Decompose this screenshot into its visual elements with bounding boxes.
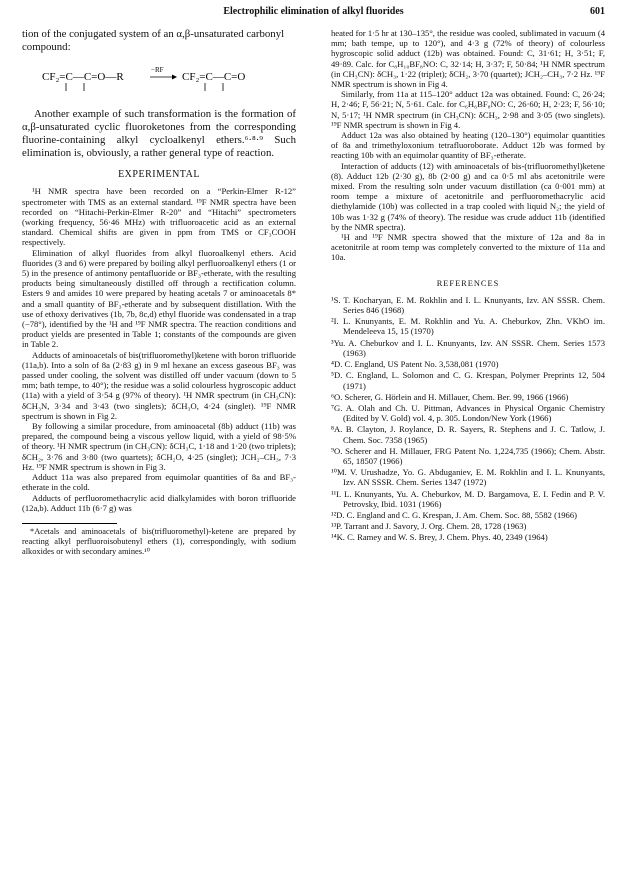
scheme-arrow-label: −RF [151, 66, 164, 74]
page-number: 601 [590, 6, 605, 17]
reference-item: ¹¹I. L. Knunyants, Yu. A. Cheburkov, M. D. Bargamova, E. I. Fedin and P. V. Petrovsky, Ibid. 1031 (1966) [331, 488, 605, 509]
paragraph-adduct-12a: Adduct 12a was also obtained by heating (120–130°) equimolar quantities of 8a and trimethyloxonium tetrafluoroborate. Adduct 12b was formed by reacting 10b with an equimolar quantity of BF₃-etherate. [331, 130, 605, 161]
section-heading-experimental: EXPERIMENTAL [118, 169, 200, 181]
footnote: *Acetals and aminoacetals of bis(trifluoromethyl)-ketene are prepared by reacting alkyl perfluoroisobutenyl ethers (1), correspondingly, with sodium alkoxides or with secondary amines.¹⁰ [22, 526, 296, 556]
reference-item: ⁵D. C. England, L. Solomon and C. G. Krespan, Polymer Preprints 12, 504 (1971) [331, 370, 605, 391]
right-column [331, 28, 605, 544]
paragraph-nmr-showed: ¹H and ¹⁹F NMR spectra showed that the mixture of 12a and 8a in acetonitrile at room temp was completely converted to the mixture of 11a and 10a. [331, 232, 605, 263]
paragraph-transformation: Another example of such transformation is the formation of α,β-unsaturated cyclic fluoroketones from the corresponding fluorine-containing alkyl cycloalkenyl ethers.⁶·⁸·⁹ Such elimination is, obviously, a rather general type of reaction. [22, 108, 296, 160]
reference-item: ²I. L. Knunyants, E. M. Rokhlin and Yu. A. Cheburkov, Zhn. VKhO im. Mendeleeva 15, 15 (1970) [331, 316, 605, 337]
running-header [22, 6, 605, 20]
reaction-scheme [22, 62, 296, 100]
paragraph-adducts-12: Adducts of perfluoromethacrylic acid dialkylamides with boron trifluoride (12a,b). Adduct 11b (6·7 g) was [22, 492, 296, 513]
reference-item: ⁷G. A. Olah and Ch. U. Pittman, Advances in Physical Organic Chemistry (Edited by V. Gold) vol. 4, p. 305. London/New York (1966) [331, 402, 605, 424]
left-column [22, 28, 296, 557]
paragraph-interaction: Interaction of adducts (12) with aminoacetals of bis-(trifluoromethyl)ketene (8). Adduct 12b (2·30 g), 8b (2·00 g) and ca 0·5 ml abs acetonitrile were mixed. From the resulting soln under vacuum distillation (ca 0·001 mm) at room tempe a mixture of acetonitrile and perfluoromethacrylic acid diethylamide (10b) was collected in a trap cooled with liquid N₂; the yield of 10b was 1·32 g (74% of theory). The residue was crude adduct 11b (identified by the NMR spectra). [331, 160, 605, 232]
running-title: Electrophilic elimination of alkyl fluorides [223, 6, 404, 17]
reference-item: ⁴D. C. England, US Patent No. 3,538,081 (1970) [331, 359, 499, 370]
paragraph-adduct-11a: Adduct 11a was also prepared from equimolar quantities of 8a and BF₃-etherate in the cold. [22, 472, 296, 493]
paragraph-following: By following a similar procedure, from aminoacetal (8b) adduct (11b) was prepared, the compound being a viscous yellow liquid, with a yield of 98·5% of theory. ¹H NMR spectrum (in CH₃CN): δCH₃C, 1·18 and 1·20 (two triplets); δCH₂, 3·76 and 3·80 (two quartets); δCH₂O, 4·25 (singlet); JCH₂–CH₃, 7·3 Hz. ¹⁹F NMR spectrum is shown in Fig 3. [22, 421, 296, 472]
references-heading: REFERENCES [436, 278, 500, 288]
paragraph-nmr: ¹H NMR spectra have been recorded on a “Perkin-Elmer R-12” spectrometer with TMS as an external standard. ¹⁹F NMR spectra have been recorded on “Hitachi-Perkin-Elmer R-20” and “Hitachi” spectrometers (working frequency, 56·46 MHz) with trifluoroacetic acid as an external standard. Chemical shifts are given in ppm from TMS or CF₃COOH respectively. [22, 186, 296, 248]
paragraph-continued: heated for 1·5 hr at 130–135°, the residue was cooled, sublimated in vacuum (4 mm; bath tempe, up to 120°), and 4·3 g (72% of theory) of colourless hygroscopic solid adduct (12b) was obtained. Found: C, 31·61; H, 3·51; F, 49·89. Calc. for C₈H₁₀BF₈NO: C, 32·14; H, 3·37; F, 50·84; ¹H NMR spectrum (in CH₃CN): δCH₃, 1·22 (triplet); δCH₂, 3·70 (quartet); JCH₂–CH₃, 7·2 Hz. ¹⁹F NMR spectrum is shown in Fig 4. [331, 28, 605, 90]
footnote-rule [22, 523, 117, 524]
reference-item: ¹⁴K. C. Ramey and W. S. Brey, J. Chem. Phys. 40, 2349 (1964) [331, 532, 548, 543]
reference-item: ³Yu. A. Cheburkov and I. L. Knunyants, Izv. AN SSSR. Chem. Series 1573 (1963) [331, 337, 605, 358]
reference-item: ¹³P. Tarrant and J. Savory, J. Org. Chem. 28, 1728 (1963) [331, 521, 527, 532]
reference-item: ⁶O. Scherer, G. Hörlein and H. Millauer, Chem. Ber. 99, 1966 (1966) [331, 391, 569, 402]
paragraph-elimination: Elimination of alkyl fluorides from alkyl fluoroalkenyl ethers. Acid fluorides (3 and 6) were prepared by boiling alkyl perfluoroalkenyl ethers (1 or 5) in the presence of antimony pentafluoride or BF₃-etherate, with the resulting products being simultaneously distilled off through a rectification column. Esters 9 and amides 10 were prepared by heating acetals 7 or aminoacetals 8* and a small quantity of BF₃-etherate and by subsequent distillation. With the use of ethoxy derivatives (1b, 7b, 8c,d) ethyl fluoride was condensated in a trap (−78°), identified by the ¹H and ¹⁹F NMR spectra. The reaction conditions and product yields are presented in Table 1; constants of the compounds are given in Table 2. [22, 247, 296, 350]
reference-list [331, 295, 605, 543]
reference-item: ¹²D. C. England and C. G. Krespan, J. Am. Chem. Soc. 88, 5582 (1966) [331, 509, 577, 520]
paragraph-similarly: Similarly, from 11a at 115–120° adduct 12a was obtained. Found: C, 26·24; H, 2·46; F, 56·21; N, 5·61. Calc. for C₆H₆BF₈NO: C, 26·60; H, 2·23; F, 56·10; N, 5·17; ¹H NMR spectrum (in CH₃CN): δCH₃, 2·98 and 3·05 (two singlets). ¹⁹F NMR spectrum is shown in Fig 4. [331, 89, 605, 130]
reference-item: ¹⁰M. V. Urushadze, Yo. G. Abduganiev, E. M. Rokhlin and I. L. Knunyants, Izv. AN SSSR. Chem. Series 1347 (1972) [331, 467, 605, 488]
intro-paragraph: tion of the conjugated system of an α,β-unsaturated carbonyl compound: [22, 28, 285, 53]
reference-item: ⁹O. Scherer and H. Millauer, FRG Patent No. 1,224,735 (1966); Chem. Abstr. 65, 18507 (1966) [331, 445, 605, 466]
reference-item: ⁸A. B. Clayton, J. Roylance, D. R. Sayers, R. Stephens and J. C. Tatlow, J. Chem. Soc. 7358 (1965) [331, 424, 605, 445]
scheme-reactant: CF₂=C—C=O—R [42, 71, 124, 83]
paragraph-adducts-11: Adducts of aminoacetals of bis(trifluoromethyl)ketene with boron trifluoride (11a,b). Into a soln of 8a (2·83 g) in 9 ml hexane an excess gaseous BF₃ was passed under cooling, the solvent was distilled off under vacuum (down to 5 mm; bath tempe, to 40°); the residue was a solid colourless hygroscopic adduct (11a) with a yield of 3·54 g (97% of theory). ¹H NMR spectrum (in CH₃CN): δCH₃N, 3·34 and 3·43 (two singlets); δCH₃O, 4·24 (singlet). ¹⁹F NMR spectrum is shown in Fig 2. [22, 349, 296, 421]
reference-item: ¹S. T. Kocharyan, E. M. Rokhlin and I. L. Knunyants, Izv. AN SSSR. Chem. Series 846 (1968) [331, 294, 605, 316]
scheme-arrowhead [172, 75, 177, 80]
scheme-product: CF₂=C—C=O [182, 71, 246, 83]
